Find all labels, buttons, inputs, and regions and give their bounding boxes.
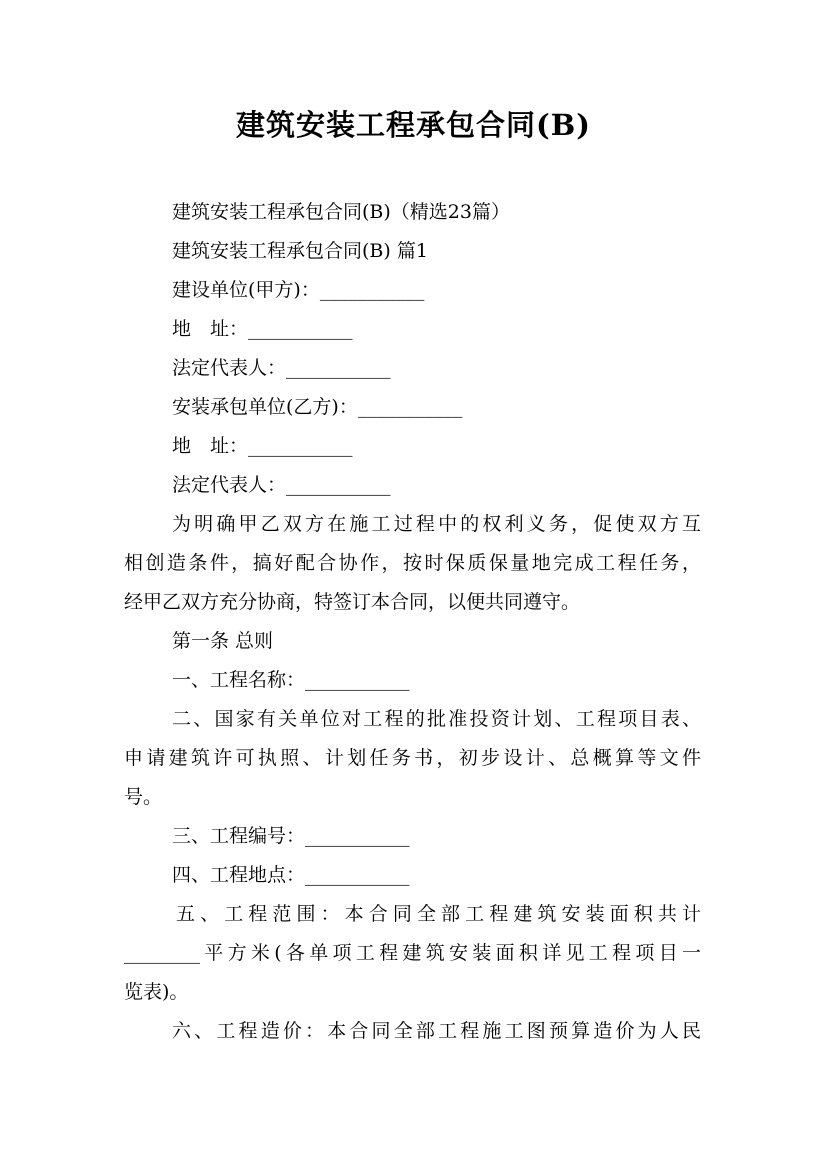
section-heading: 建筑安装工程承包合同(B) 篇1 bbox=[172, 240, 428, 262]
party-a-name: 建设单位(甲方)：___________ bbox=[172, 279, 425, 301]
paragraph-line: 号。 bbox=[124, 786, 163, 808]
paragraph-line: 为明确甲乙双方在施工过程中的权利义务，促使双方互 bbox=[172, 513, 701, 535]
paragraph-line: 相创造条件，搞好配合协作，按时保质保量地完成工程任务， bbox=[124, 552, 701, 574]
document-title: 建筑安装工程承包合同(B) bbox=[236, 108, 591, 142]
paragraph-line: 五、工程范围：本合同全部工程建筑安装面积共计 bbox=[176, 903, 701, 925]
party-a-representative: 法定代表人：___________ bbox=[172, 357, 391, 379]
project-name-field: 一、工程名称：___________ bbox=[172, 669, 410, 691]
project-number-field: 三、工程编号：___________ bbox=[172, 825, 410, 847]
paragraph-line: 申请建筑许可执照、计划任务书，初步设计、总概算等文件 bbox=[124, 747, 701, 769]
paragraph-line: 经甲乙双方充分协商，特签订本合同，以便共同遵守。 bbox=[124, 591, 581, 613]
article-heading: 第一条 总则 bbox=[172, 630, 274, 652]
paragraph-line: 六、工程造价：本合同全部工程施工图预算造价为人民 bbox=[172, 1020, 701, 1042]
subtitle-line: 建筑安装工程承包合同(B)（精选23篇） bbox=[172, 201, 510, 223]
party-b-name: 安装承包单位(乙方)：___________ bbox=[172, 396, 463, 418]
paragraph-line: 二、国家有关单位对工程的批准投资计划、工程项目表、 bbox=[172, 708, 701, 730]
project-location-field: 四、工程地点：___________ bbox=[172, 864, 410, 886]
party-b-address: 地 址：___________ bbox=[172, 435, 353, 457]
paragraph-line: ________平方米(各单项工程建筑安装面积详见工程项目一 bbox=[124, 942, 701, 964]
party-b-representative: 法定代表人：___________ bbox=[172, 474, 391, 496]
paragraph-line: 览表)。 bbox=[124, 981, 189, 1003]
party-a-address: 地 址：___________ bbox=[172, 318, 353, 340]
